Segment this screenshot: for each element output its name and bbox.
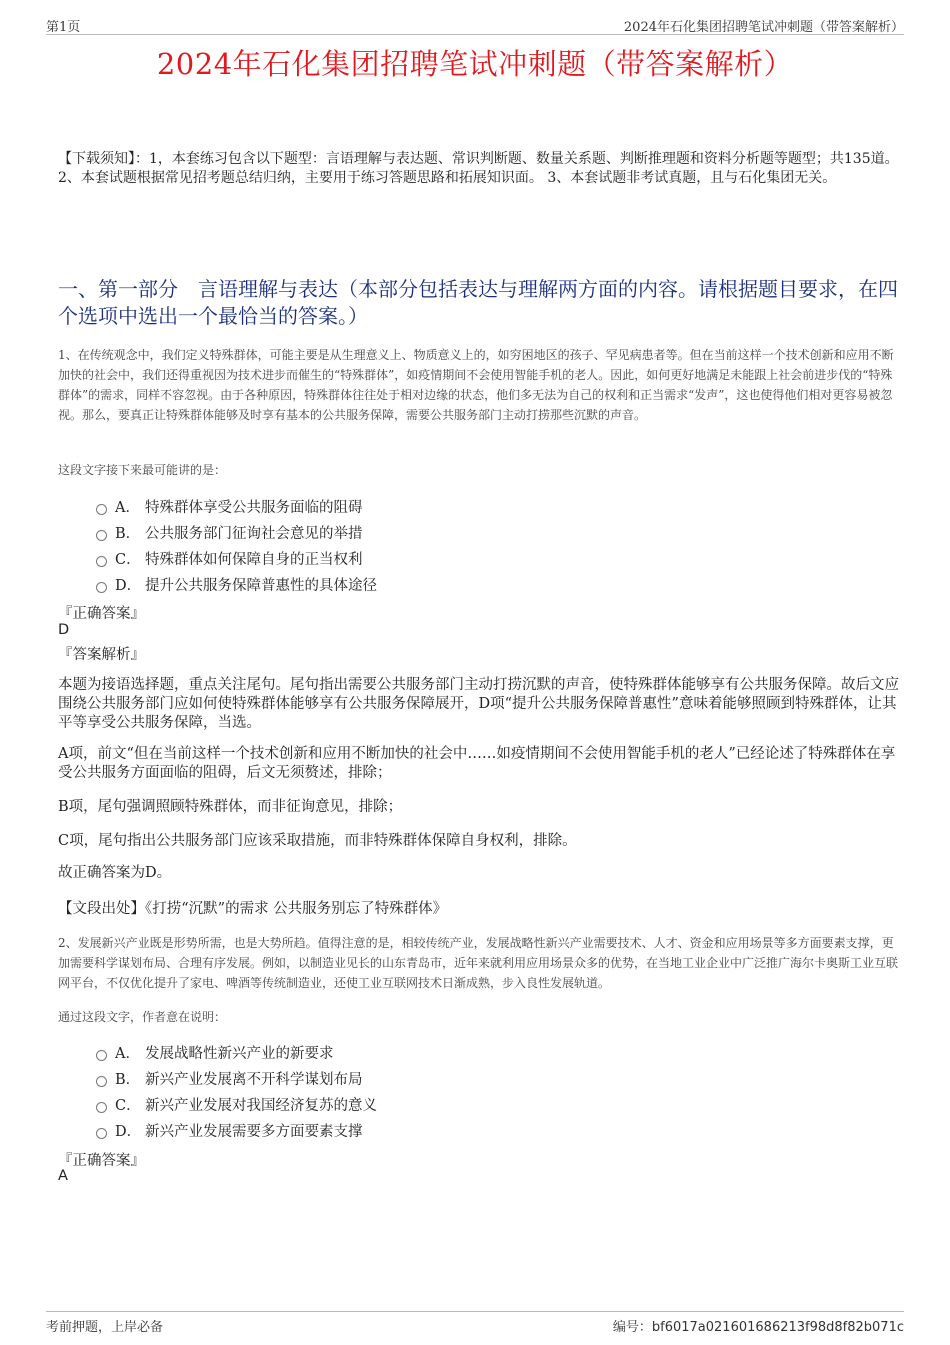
question-2-answer-label: 『正确答案』 (58, 1153, 145, 1169)
question-1-prompt: 这段文字接下来最可能讲的是： (58, 463, 227, 477)
header-doc-title: 2024年石化集团招聘笔试冲刺题（带答案解析） (623, 20, 904, 35)
option-text: 新兴产业发展离不开科学谋划布局 (145, 1072, 363, 1088)
radio-icon[interactable] (96, 582, 107, 593)
option-letter: A． (115, 1046, 140, 1062)
option-text: 提升公共服务保障普惠性的具体途径 (145, 578, 377, 594)
question-2-option-a[interactable] (96, 1042, 334, 1063)
question-1-option-c[interactable] (96, 548, 363, 569)
question-2-answer: A (58, 1168, 68, 1184)
radio-icon[interactable] (96, 1102, 107, 1113)
radio-icon[interactable] (96, 1128, 107, 1139)
analysis-paragraph: C项，尾句指出公共服务部门应该采取措施，而非特殊群体保障自身权利，排除。 (58, 833, 577, 849)
option-text: 新兴产业发展需要多方面要素支撑 (145, 1124, 363, 1140)
analysis-conclusion: 故正确答案为D。 (58, 865, 172, 881)
document-title: 2024年石化集团招聘笔试冲刺题（带答案解析） (156, 47, 794, 81)
page-footer (46, 1311, 904, 1335)
option-letter: C． (115, 552, 141, 568)
question-1-answer: D (58, 622, 70, 638)
option-letter: D． (115, 578, 142, 594)
option-text: 特殊群体如何保障自身的正当权利 (145, 552, 363, 568)
question-2-option-c[interactable] (96, 1094, 377, 1115)
radio-icon[interactable] (96, 530, 107, 541)
option-letter: D． (115, 1124, 142, 1140)
question-2-body: 2、发展新兴产业既是形势所需，也是大势所趋。值得注意的是，相较传统产业，发展战略性新兴产业需要技术、人才、资金和应用场景等多方面要素支撑，更加需要科学谋划布局、合理有序发展。例如，以制造业见长的山东青岛市，近年来就利用应用场景众多的优势，在当地工业企业中广泛推广海尔卡奥斯工业互联网平台，不仅优化提升了家电、啤酒等传统制造业，还使工业互联网技术日渐成熟，步入良性发展轨道。 (58, 936, 899, 990)
radio-icon[interactable] (96, 1076, 107, 1087)
question-1-body: 1、在传统观念中，我们定义特殊群体，可能主要是从生理意义上、物质意义上的，如穷困地区的孩子、罕见病患者等。但在当前这样一个技术创新和应用不断加快的社会中，我们还得重视因为技术进步而催生的“特殊群体”，如疫情期间不会使用智能手机的老人。因此，如何更好地满足未能跟上社会前进步伐的“特殊群体”的需求，同样不容忽视。由于各种原因，特殊群体往往处于相对边缘的状态，他们多无法为自己的权利和正当需求“发声”，这也使得他们相对更容易被忽视。那么，要真正让特殊群体能够及时享有基本的公共服务保障，需要公共服务部门主动打捞那些沉默的声音。 (58, 348, 894, 422)
option-text: 特殊群体享受公共服务面临的阻碍 (145, 500, 363, 516)
option-text: 公共服务部门征询社会意见的举措 (145, 526, 363, 542)
section-title: 一、第一部分 言语理解与表达（本部分包括表达与理解两方面的内容。请根据题目要求，在四个选项中选出一个最恰当的答案。） (58, 277, 898, 328)
analysis-paragraph: A项，前文“但在当前这样一个技术创新和应用不断加快的社会中……如疫情期间不会使用智能手机的老人”已经论述了特殊群体在享受公共服务方面面临的阻碍，后文无须赘述，排除； (58, 746, 896, 781)
question-1-answer-label: 『正确答案』 (58, 606, 145, 622)
page-header (46, 14, 904, 35)
radio-icon[interactable] (96, 1050, 107, 1061)
question-1-option-a[interactable] (96, 496, 363, 517)
footer-slogan: 考前押题，上岸必备 (46, 1320, 164, 1335)
radio-icon[interactable] (96, 556, 107, 567)
question-2-prompt: 通过这段文字，作者意在说明： (58, 1010, 227, 1024)
page-number: 第1页 (46, 20, 81, 35)
question-1-analysis-label: 『答案解析』 (58, 647, 145, 663)
option-letter: A． (115, 500, 140, 516)
analysis-source: 【文段出处】《打捞“沉默”的需求 公共服务别忘了特殊群体》 (58, 901, 448, 917)
question-2-option-d[interactable] (96, 1120, 363, 1141)
option-text: 发展战略性新兴产业的新要求 (145, 1046, 334, 1062)
question-1-option-d[interactable] (96, 574, 377, 595)
option-letter: C． (115, 1098, 141, 1114)
footer-code-label: 编号： (612, 1320, 652, 1335)
option-text: 新兴产业发展对我国经济复苏的意义 (145, 1098, 377, 1114)
footer-code-value: bf6017a021601686213f98d8f82b071c (651, 1320, 904, 1335)
question-2-option-b[interactable] (96, 1068, 363, 1089)
option-letter: B． (115, 526, 141, 542)
radio-icon[interactable] (96, 504, 107, 515)
analysis-paragraph: B项，尾句强调照顾特殊群体，而非征询意见，排除； (58, 799, 403, 815)
option-letter: B． (115, 1072, 141, 1088)
question-1-option-b[interactable] (96, 522, 363, 543)
download-notice: 【下载须知】：1，本套练习包含以下题型：言语理解与表达题、常识判断题、数量关系题、判断推理题和资料分析题等题型；共135道。 2、本套试题根据常见招考题总结归纳，主要用于练习答题思路和拓展知识面。 3、本套试题非考试真题，且与石化集团无关。 (58, 151, 899, 186)
analysis-paragraph: 本题为接语选择题，重点关注尾句。尾句指出需要公共服务部门主动打捞沉默的声音，使特殊群体能够享有公共服务保障。故后文应围绕公共服务部门应如何使特殊群体能够享有公共服务保障展开，D项“提升公共服务保障普惠性”意味着能够照顾到特殊群体，让其平等享受公共服务保障，当选。 (58, 677, 899, 731)
footer-code (613, 1316, 904, 1335)
